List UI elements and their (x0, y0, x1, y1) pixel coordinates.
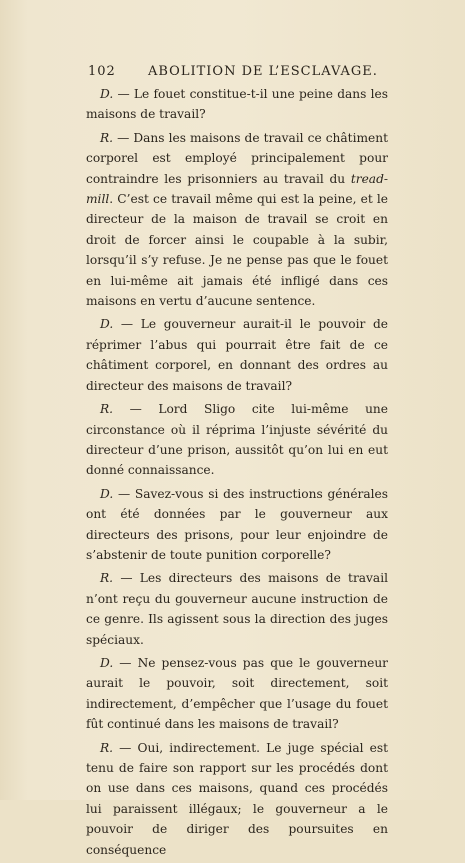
paragraph-text: — Ne pensez-vous pas que le gouverneur aurait le pouvoir, soit directement, soit indirectement, d’empêcher que l’usage du fouet fût continué dans les maisons de travail? (86, 655, 388, 732)
speaker-label: R. (100, 402, 114, 417)
paragraph (86, 568, 388, 650)
paragraph (86, 128, 388, 312)
paragraph (86, 84, 388, 125)
speaker-label: R. (100, 571, 114, 586)
paragraph-text: — Lord Sligo cite lui-même une circonstance où il réprima l’injuste sévérité du directeur d’une prison, aussitôt qu’on lui en eut donné connaissance. (86, 402, 388, 478)
running-title: ABOLITION DE L’ESCLAVAGE. (148, 64, 378, 79)
paragraph-text: — Le gouverneur aurait-il le pouvoir de réprimer l’abus qui pourrait être fait de ce châtiment corporel, en donnant des ordres au directeur des maisons de travail? (86, 317, 388, 393)
paragraph-text: — Savez-vous si des instructions générales ont été données par le gouverneur aux directeurs des prisons, pour leur enjoindre de s’abstenir de toute punition corporelle? (86, 486, 388, 562)
speaker-label: R. (100, 740, 114, 755)
italic-term: tread-mill (86, 171, 388, 207)
paragraph-text: — Dans les maisons de travail ce châtiment corporel est employé principalement pour contraindre les prisonniers au travail du (86, 130, 388, 186)
paragraph-text: — Le fouet constitue-t-il une peine dans les maisons de travail? (86, 87, 388, 122)
paragraph-text: — Oui, indirectement. Le juge spécial est tenu de faire son rapport sur les procédés dont on use dans ces maisons, quand ces procédés lui paraissent illégaux; le gouverneur a le pouvoir de diriger des poursuites en conséquence (86, 740, 388, 857)
speaker-label: D. (100, 486, 114, 501)
paragraph (86, 738, 388, 860)
paragraph-text-continued: . C’est ce travail même qui est la peine, et le directeur de la maison de travail se croit en droit de forcer ainsi le coupable à la subir, lorsqu’il s’y refuse. Je ne pense pas que le fouet en lui-même ait jamais été infligé dans ces maisons en vertu d’aucune sentence. (86, 192, 388, 309)
speaker-label: D. (100, 317, 114, 332)
paragraph (86, 314, 388, 396)
paragraph-text: — Les directeurs des maisons de travail n’ont reçu du gouverneur aucune instruction de ce genre. Ils agissent sous la direction des juges spéciaux. (86, 571, 388, 647)
page-number: 102 (88, 64, 116, 79)
paragraph (86, 399, 388, 481)
paragraph (86, 484, 388, 566)
speaker-label: D. (100, 655, 114, 670)
paragraph (86, 653, 388, 735)
speaker-label: D. (100, 87, 114, 101)
speaker-label: R. (100, 130, 114, 145)
page-body (86, 84, 388, 863)
